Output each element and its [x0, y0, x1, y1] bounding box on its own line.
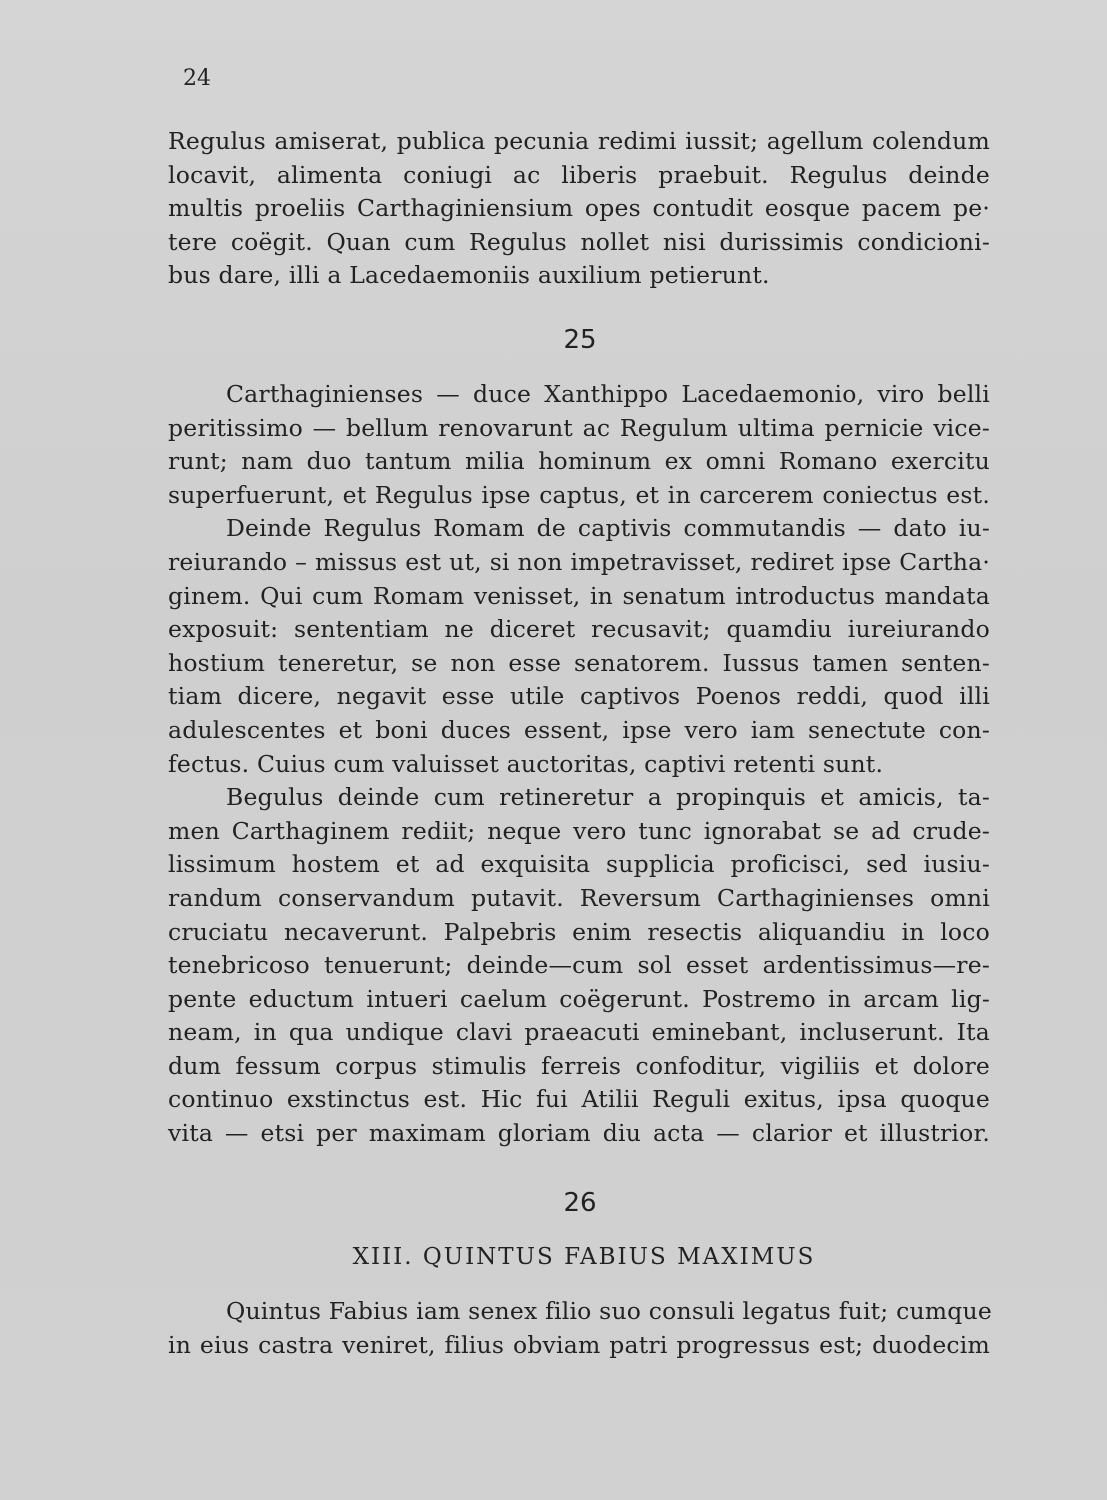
text-line: in eius castra veniret, filius obviam patri progressus est; duodecim: [168, 1330, 990, 1359]
text-line: bus dare, illi a Lacedaemoniis auxilium petierunt.: [168, 261, 770, 290]
text-line: runt; nam duo tantum milia hominum ex omni Romano exercitu: [168, 447, 990, 476]
text-line: vita — etsi per maximam gloriam diu acta — clarior et illustrior.: [168, 1119, 990, 1148]
text-line: tenebricoso tenuerunt; deinde—cum sol esset ardentissimus—re-: [168, 951, 990, 980]
section-number-25: 25: [563, 325, 597, 355]
text-line: dum fessum corpus stimulis ferreis confoditur, vigiliis et dolore: [168, 1051, 990, 1080]
text-line: superfuerunt, et Regulus ipse captus, et in carcerem coniectus est.: [168, 480, 990, 509]
text-line: exposuit: sententiam ne diceret recusavit; quamdiu iureiurando: [168, 615, 990, 644]
chapter-title: XIII. QUINTUS FABIUS MAXIMUS: [352, 1244, 816, 1270]
text-line: fectus. Cuius cum valuisset auctoritas, captivi retenti sunt.: [168, 749, 884, 778]
text-line: Quintus Fabius iam senex filio suo consuli legatus fuit; cumque: [226, 1297, 992, 1325]
text-line: hostium teneretur, se non esse senatorem. Iussus tamen senten-: [168, 648, 990, 677]
text-line: men Carthaginem rediit; neque vero tunc ignorabat se ad crude-: [168, 816, 990, 845]
text-line: Carthaginienses — duce Xanthippo Lacedaemonio, viro belli: [226, 380, 990, 408]
section-25-text: [168, 378, 990, 1151]
text-line: continuo exstinctus est. Hic fui Atilii Reguli exitus, ipsa quoque: [168, 1085, 990, 1114]
text-line: cruciatu necaverunt. Palpebris enim resectis aliquandiu in loco: [168, 917, 990, 946]
text-line: Deinde Regulus Romam de captivis commutandis — dato iu-: [226, 514, 990, 543]
text-line: lissimum hostem et ad exquisita supplicia proficisci, sed iusiu-: [168, 850, 990, 879]
page-number: 24: [183, 66, 211, 91]
text-line: tiam dicere, negavit esse utile captivos Poenos reddi, quod illi: [168, 682, 990, 711]
paragraph-regulus-intro: [168, 125, 990, 293]
text-line: reiurando – missus est ut, si non impetravisset, rediret ipse Cartha·: [168, 547, 990, 576]
text-line: Begulus deinde cum retineretur a propinquis et amicis, ta-: [226, 783, 990, 812]
text-line: randum conservandum putavit. Reversum Carthaginienses omni: [168, 883, 990, 912]
text-line: tere coëgit. Quan cum Regulus nollet nisi durissimis condicioni-: [168, 227, 990, 256]
text-line: peritissimo — bellum renovarunt ac Regulum ultima pernicie vice-: [168, 413, 990, 442]
text-line: multis proeliis Carthaginiensium opes contudit eosque pacem pe·: [168, 194, 990, 223]
text-line: Regulus amiserat, publica pecunia redimi iussit; agellum colendum: [168, 127, 990, 155]
text-line: ginem. Qui cum Romam venisset, in senatum introductus mandata: [168, 581, 990, 610]
text-line: adulescentes et boni duces essent, ipse vero iam senectute con-: [168, 715, 990, 744]
section-26-text: [168, 1295, 990, 1362]
text-line: pente eductum intueri caelum coëgerunt. Postremo in arcam lig-: [168, 984, 990, 1013]
text-line: locavit, alimenta coniugi ac liberis praebuit. Regulus deinde: [168, 160, 990, 189]
text-line: neam, in qua undique clavi praeacuti eminebant, incluserunt. Ita: [168, 1018, 990, 1047]
section-number-26: 26: [563, 1188, 597, 1218]
